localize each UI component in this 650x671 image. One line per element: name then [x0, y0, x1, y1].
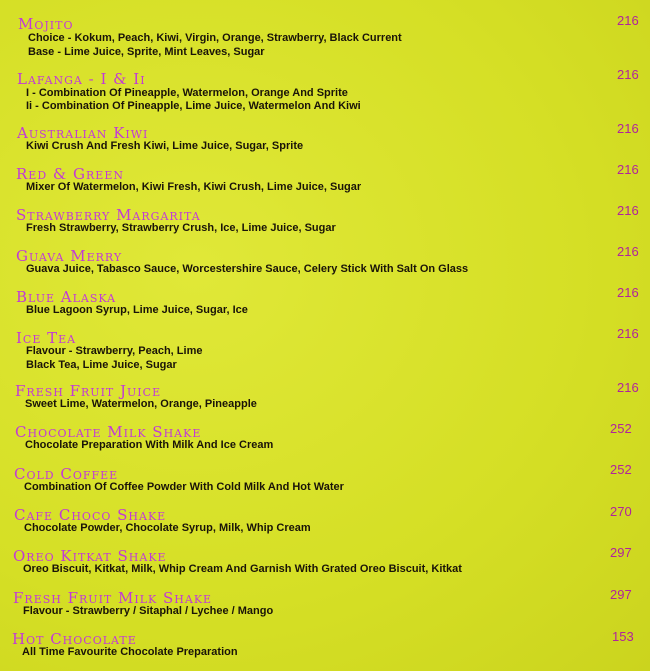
item-name: Australian Kiwi: [17, 124, 149, 142]
item-name: Strawberry Margarita: [16, 206, 201, 224]
item-description: Ii - Combination Of Pineapple, Lime Juice, Watermelon And Kiwi: [26, 100, 361, 112]
item-price: 297: [610, 587, 632, 602]
item-description: Base - Lime Juice, Sprite, Mint Leaves, Sugar: [28, 46, 265, 58]
item-description: Choice - Kokum, Peach, Kiwi, Virgin, Orange, Strawberry, Black Current: [28, 32, 402, 44]
item-price: 216: [617, 326, 639, 341]
item-description: Oreo Biscuit, Kitkat, Milk, Whip Cream And Garnish With Grated Oreo Biscuit, Kitkat: [23, 563, 462, 575]
item-price: 216: [617, 285, 639, 300]
item-price: 252: [610, 462, 632, 477]
item-name: Mojito: [18, 15, 74, 33]
item-description: Black Tea, Lime Juice, Sugar: [26, 359, 177, 371]
item-name: Blue Alaska: [16, 288, 117, 306]
item-name: Guava Merry: [16, 247, 123, 265]
item-description: Blue Lagoon Syrup, Lime Juice, Sugar, Ice: [26, 304, 248, 316]
item-price: 216: [617, 67, 639, 82]
item-description: Mixer Of Watermelon, Kiwi Fresh, Kiwi Crush, Lime Juice, Sugar: [26, 181, 362, 193]
item-name: Lafanga - I & Ii: [17, 70, 146, 88]
item-price: 252: [610, 421, 632, 436]
item-description: All Time Favourite Chocolate Preparation: [22, 646, 238, 658]
item-description: Sweet Lime, Watermelon, Orange, Pineapple: [25, 398, 257, 410]
item-price: 153: [612, 629, 634, 644]
item-description: Flavour - Strawberry / Sitaphal / Lychee / Mango: [23, 605, 274, 617]
item-name: Fresh Fruit Juice: [15, 382, 162, 400]
item-description: Flavour - Strawberry, Peach, Lime: [26, 345, 203, 357]
item-description: Combination Of Coffee Powder With Cold Milk And Hot Water: [24, 481, 344, 493]
item-description: Chocolate Preparation With Milk And Ice Cream: [25, 439, 274, 451]
item-name: Red & Green: [16, 165, 124, 183]
item-name: Ice Tea: [16, 329, 77, 347]
item-description: I - Combination Of Pineapple, Watermelon, Orange And Sprite: [26, 87, 348, 99]
item-name: Cold Coffee: [14, 465, 119, 483]
item-name: Cafe Choco Shake: [14, 506, 167, 524]
item-name: Hot Chocolate: [12, 630, 137, 648]
item-name: Chocolate Milk Shake: [15, 423, 202, 441]
item-description: Kiwi Crush And Fresh Kiwi, Lime Juice, Sugar, Sprite: [26, 140, 304, 152]
item-price: 216: [617, 380, 639, 395]
item-price: 216: [617, 121, 639, 136]
item-price: 216: [617, 162, 639, 177]
item-description: Fresh Strawberry, Strawberry Crush, Ice, Lime Juice, Sugar: [26, 222, 336, 234]
item-description: Chocolate Powder, Chocolate Syrup, Milk, Whip Cream: [24, 522, 311, 534]
item-price: 297: [610, 545, 632, 560]
item-price: 216: [617, 203, 639, 218]
item-name: Oreo Kitkat Shake: [13, 547, 167, 565]
item-price: 216: [617, 13, 639, 28]
item-price: 270: [610, 504, 632, 519]
item-description: Guava Juice, Tabasco Sauce, Worcestershire Sauce, Celery Stick With Salt On Glass: [26, 263, 469, 275]
item-price: 216: [617, 244, 639, 259]
item-name: Fresh Fruit Milk Shake: [13, 589, 213, 607]
